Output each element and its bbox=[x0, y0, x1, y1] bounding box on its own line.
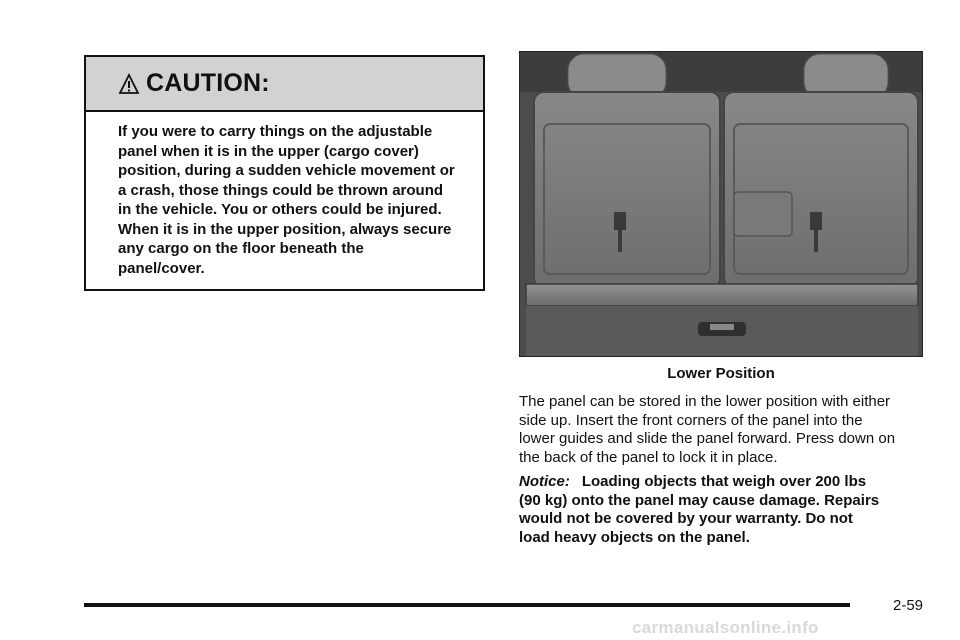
caution-line: position, during a sudden vehicle movement or bbox=[118, 162, 455, 179]
notice-line: load heavy objects on the panel. bbox=[519, 528, 750, 546]
warning-triangle-icon bbox=[118, 73, 140, 95]
notice-line: would not be covered by your warranty. Do not bbox=[519, 510, 853, 527]
paragraph-line: side up. Insert the front corners of the panel into the bbox=[519, 411, 863, 429]
caution-line: a crash, those things could be thrown around bbox=[118, 181, 444, 199]
paragraph-line: the back of the panel to lock it in place. bbox=[519, 448, 778, 466]
caution-line: panel/cover. bbox=[118, 259, 205, 277]
body-paragraph bbox=[519, 393, 939, 467]
notice-label: Notice: bbox=[519, 473, 570, 490]
caution-text bbox=[86, 112, 483, 278]
paragraph-line: The panel can be stored in the lower position with either bbox=[519, 393, 891, 410]
footer-rule bbox=[84, 603, 850, 607]
notice-first-line bbox=[519, 473, 939, 492]
paragraph-line: lower guides and slide the panel forward. Press down on bbox=[519, 430, 896, 447]
caution-line: any cargo on the floor beneath the bbox=[118, 240, 364, 257]
notice-line: (90 kg) onto the panel may cause damage. Repairs bbox=[519, 491, 880, 509]
notice-paragraph bbox=[519, 473, 939, 547]
figure-caption: Lower Position bbox=[667, 365, 775, 382]
caution-header bbox=[86, 57, 483, 112]
caution-line: If you were to carry things on the adjustable bbox=[118, 123, 433, 140]
watermark: carmanualsonline.info bbox=[632, 618, 819, 637]
caution-box bbox=[84, 55, 485, 291]
notice-line: Loading objects that weigh over 200 lbs bbox=[581, 473, 867, 490]
caution-line: in the vehicle. You or others could be injured. bbox=[118, 201, 442, 218]
page-number: 2-59 bbox=[893, 597, 924, 614]
caution-line: panel when it is in the upper (cargo cover) bbox=[118, 142, 419, 160]
caution-title: CAUTION: bbox=[146, 69, 270, 97]
cargo-panel-photo bbox=[519, 51, 923, 357]
caution-line: When it is in the upper position, always secure bbox=[118, 220, 452, 238]
